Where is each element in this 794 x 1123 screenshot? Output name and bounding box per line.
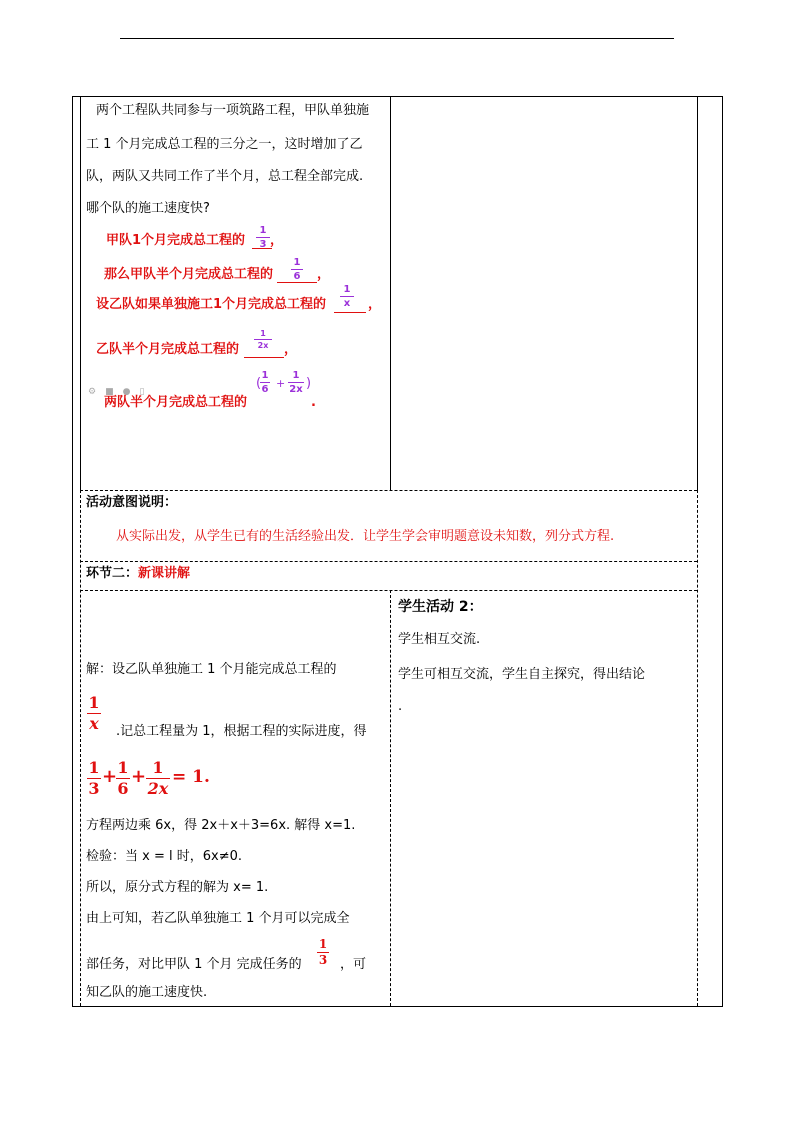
expr-frac-1 [260, 370, 270, 395]
plus-sign: + [276, 377, 286, 390]
frac-denominator: x [343, 298, 351, 309]
solution-line-4: 检验：当 x = l 时，6x≠0. [86, 849, 242, 864]
row-side-right [697, 490, 698, 1006]
solution-line-1: 解：设乙队单独施工 1 个月能完成总工程的 [86, 662, 337, 677]
frac-denominator: 3 [318, 953, 328, 967]
eq-frac-1 [87, 759, 101, 798]
solution-frac-13 [317, 938, 329, 967]
eq-plus-2: + [131, 766, 147, 787]
frac-denominator: 6 [117, 779, 129, 798]
phone-icon[interactable]: ▯ [139, 387, 145, 397]
table-border-right [722, 96, 723, 1007]
lower-mid-divider [390, 590, 391, 1006]
solution-line-6: 由上可知，若乙队单独施工 1 个月可以完成全 [86, 911, 350, 926]
student-activity-title: 学生活动 2： [398, 599, 483, 615]
frac-numerator: 1 [260, 329, 266, 338]
analysis-line-5: 两队半个月完成总工程的 [104, 395, 248, 410]
frac-numerator: 1 [261, 370, 269, 381]
solution-frac-1x [87, 694, 101, 733]
frac-numerator: 1 [343, 284, 351, 295]
solution-line-2: .记总工程量为 1，根据工程的实际进度，得 [116, 724, 367, 739]
frac-numerator: 1 [259, 225, 267, 236]
student-activity-text-3: . [398, 699, 403, 714]
frac-denominator: 6 [293, 271, 301, 282]
frac-denominator: 3 [259, 239, 267, 250]
section-label: 环节二： [86, 566, 139, 581]
blank-underline-4 [244, 357, 284, 358]
section2-label [86, 567, 190, 581]
frac-denominator: x [89, 714, 99, 733]
row-separator-2 [80, 561, 697, 562]
paren-close: ) [306, 376, 312, 391]
frac-denominator: 2x [257, 341, 269, 350]
intent-text: 从实际出发，从学生已有的生活经验出发．让学生学会审明题意设未知数，列分式方程. [116, 529, 615, 544]
solution-line-7b: ，可 [340, 957, 367, 972]
frac-numerator: 1 [88, 693, 100, 712]
table-border-left [72, 96, 73, 1007]
analysis-tail-1: ， [270, 233, 284, 248]
problem-line-2: 工 1 个月完成总工程的三分之一，这时增加了乙 [86, 137, 363, 152]
paren-open: ( [256, 376, 262, 391]
analysis-line-3: 设乙队如果单独施工1个月完成总工程的 [96, 297, 327, 312]
analysis-frac-1 [256, 225, 270, 250]
camera-icon[interactable]: ■ [105, 387, 114, 397]
solution-line-3: 方程两边乘 6x，得 2x＋x＋3=6x. 解得 x=1. [86, 818, 356, 833]
eq-rhs: = 1. [172, 767, 210, 787]
settings-icon[interactable]: ⚙ [88, 387, 97, 397]
frac-denominator: 2x [147, 779, 169, 798]
frac-numerator: 1 [117, 758, 129, 777]
eq-frac-3 [146, 759, 170, 798]
solution-line-8: 知乙队的施工速度快. [86, 985, 208, 1000]
analysis-tail-4: ， [284, 342, 298, 357]
section-title: 新课讲解 [138, 566, 191, 581]
frac-denominator: 3 [88, 779, 100, 798]
frac-denominator: 6 [261, 384, 269, 395]
frac-denominator: 2x [289, 384, 303, 395]
expr-frac-2 [288, 370, 304, 395]
eq-plus-1: + [102, 766, 118, 787]
analysis-tail-5: . [311, 395, 316, 410]
problem-line-3: 队，两队又共同工作了半个月，总工程全部完成. [86, 169, 364, 184]
problem-line-1: 两个工程队共同参与一项筑路工程，甲队单独施 [96, 103, 370, 118]
analysis-tail-3: ， [368, 297, 382, 312]
table-border-top [72, 96, 723, 97]
eq-frac-2 [116, 759, 130, 798]
analysis-line-1: 甲队1个月完成总工程的 [106, 233, 246, 248]
row-side-left [80, 490, 81, 1006]
frac-numerator: 1 [88, 758, 100, 777]
analysis-tail-2: ， [317, 267, 331, 282]
table-border-bottom [72, 1006, 723, 1007]
row1-divider-c [697, 96, 698, 490]
analysis-line-2: 那么甲队半个月完成总工程的 [104, 267, 274, 282]
frac-numerator: 1 [293, 257, 301, 268]
header-rule [120, 38, 674, 39]
analysis-frac-4 [254, 329, 272, 350]
solution-line-5: 所以，原分式方程的解为 x= 1. [86, 880, 269, 895]
row1-divider-a [80, 96, 81, 490]
analysis-frac-2 [291, 257, 303, 282]
student-activity-text-1: 学生相互交流. [398, 632, 481, 647]
blank-underline-2 [277, 282, 317, 283]
frac-numerator: 1 [152, 758, 164, 777]
frac-numerator: 1 [292, 370, 300, 381]
blank-underline-1 [252, 248, 272, 249]
problem-line-4: 哪个队的施工速度快? [86, 201, 210, 216]
blank-underline-3 [334, 312, 366, 313]
row-separator-1 [80, 490, 697, 491]
intent-heading: 活动意图说明： [86, 495, 178, 510]
analysis-line-4: 乙队半个月完成总工程的 [96, 342, 240, 357]
row-separator-3 [80, 590, 697, 591]
row1-divider-b [390, 96, 391, 490]
analysis-expr-5 [256, 370, 312, 404]
student-activity-text-2: 学生可相互交流，学生自主探究，得出结论 [398, 667, 646, 682]
more-icon[interactable]: ● [122, 387, 131, 397]
analysis-frac-3 [340, 284, 354, 309]
frac-numerator: 1 [318, 937, 328, 951]
solution-line-7: 部任务，对比甲队 1 个月 完成任务的 [86, 957, 302, 972]
